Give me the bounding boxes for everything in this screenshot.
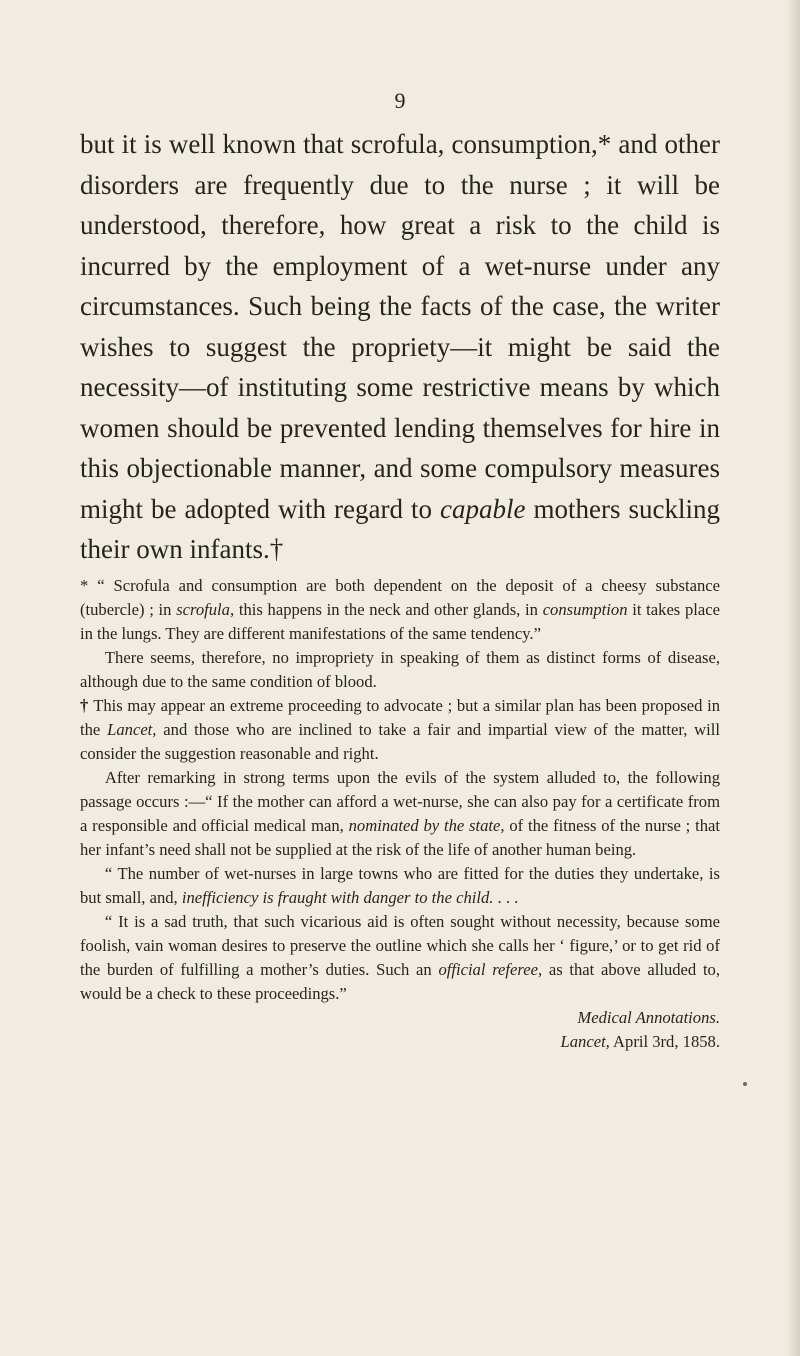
- footnote-2-text-a: This may appear an extreme proceeding to advocate ; but a similar plan has been proposed in the: [80, 696, 720, 739]
- source-lancet: Lancet,: [560, 1032, 610, 1051]
- footnote-1-emphasis-consumption: consumption: [542, 600, 628, 619]
- source-line-2: [80, 1030, 720, 1054]
- main-text-emphasis: capable: [440, 493, 526, 524]
- footnote-2: [80, 694, 720, 766]
- main-text-part-2: mothers suckling their own infants.†: [80, 493, 720, 564]
- quote-2-emphasis: inefficiency is fraught with danger to the child.: [181, 888, 494, 907]
- source-line-1: Medical Annotations.: [577, 1008, 720, 1027]
- source-date: April 3rd, 1858.: [609, 1032, 720, 1051]
- page-edge-shadow: [786, 0, 800, 1356]
- source-citation: [80, 1006, 720, 1054]
- ink-speck: [743, 1082, 747, 1086]
- footnote-1-text-a: * “ Scrofula and consumption are both dependent on the deposit of a cheesy substance (tubercle) ; in: [80, 576, 720, 619]
- quote-3-emphasis: official referee,: [438, 960, 543, 979]
- footnote-1-text-b: this happens in the neck and other glands, in: [234, 600, 543, 619]
- footnote-1-emphasis-scrofula: scrofula,: [176, 600, 235, 619]
- quote-3-text-b: as that above alluded to, would be a check to these proceedings.”: [80, 960, 720, 1003]
- quote-1-text-a: After remarking in strong terms upon the evils of the system alluded to, the following passage occurs :—“ If the mother can afford a wet-nurse, she can also pay for a certificate from a responsible and official medical man,: [80, 768, 720, 835]
- quote-3-text-a: “ It is a sad truth, that such vicarious aid is often sought without necessity, because some foolish, vain woman desires to preserve the outline which she calls her ‘ figure,’ or to get rid of the burden of fulfilling a mother’s duties. Such an: [80, 912, 720, 979]
- footnote-1-text-c: it takes place in the lungs. They are different manifestations of the same tendency.”: [80, 600, 720, 643]
- footnotes-section: [80, 574, 720, 1054]
- page-number: 9: [394, 88, 406, 113]
- footnote-2-quote-3: [80, 910, 720, 1006]
- footnote-1-continuation: There seems, therefore, no impropriety in speaking of them as distinct forms of disease, although due to the same condition of blood.: [80, 648, 720, 691]
- quote-2-text-a: “ The number of wet-nurses in large towns who are fitted for the duties they undertake, is but small, and,: [80, 864, 720, 907]
- main-text-part-1: but it is well known that scrofula, consumption,* and other disorders are frequently due to the nurse ; it will be understood, therefore, how great a risk to the child is incurred by the employment of a wet-nurse under any circumstances. Such being the facts of the case, the writer wishes to suggest the propriety—it might be said the necessity—of instituting some restrictive means by which women should be prevented lending themselves for hire in this objectionable manner, and some compulsory measures might be adopted with regard to: [80, 129, 720, 524]
- footnote-2-quote-1: [80, 766, 720, 862]
- main-paragraph: [80, 124, 720, 570]
- footnote-1: [80, 574, 720, 646]
- quote-2-text-b: . . .: [493, 888, 519, 907]
- footnote-2-emphasis-lancet: Lancet,: [107, 720, 157, 739]
- dagger-mark: †: [80, 696, 89, 715]
- quote-1-text-b: of the fitness of the nurse ; that her infant’s need shall not be supplied at the risk of the life of another human being.: [80, 816, 720, 859]
- footnote-2-text-b: and those who are inclined to take a fair and impartial view of the matter, will consider the suggestion reasonable and right.: [80, 720, 721, 763]
- footnote-2-quote-2: [80, 862, 720, 910]
- quote-1-emphasis: nominated by the state,: [348, 816, 505, 835]
